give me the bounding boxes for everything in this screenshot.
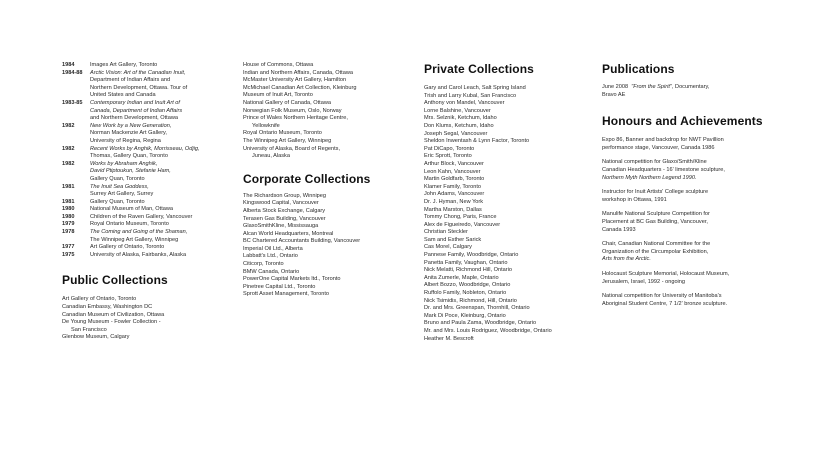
- exhibition-year: 1975: [62, 251, 75, 258]
- exhibition-row: [62, 184, 232, 199]
- honour-line: Manulife National Sculpture Competition for: [602, 211, 710, 218]
- publication-type: Documentary,: [675, 84, 710, 90]
- exhibition-line: New Work by a New Generation,: [90, 122, 172, 129]
- list-item: Pat DiCapo, Toronto: [424, 145, 475, 152]
- exhibition-line: Gallery Quan, Toronto: [90, 198, 145, 205]
- exhibition-line: Contemporary Indian and Inuit Art of: [90, 99, 180, 106]
- exhibition-line: Surrey Art Gallery, Surrey: [90, 191, 154, 198]
- exhibition-row: [62, 100, 232, 123]
- honour-line: National competition for Glaxo/Smith/Kline: [602, 159, 707, 166]
- public-collections-heading: Public Collections: [62, 273, 168, 288]
- list-item: The Winnipeg Art Gallery, Winnipeg: [243, 137, 332, 144]
- list-item: Cas Morel, Calgary: [424, 244, 472, 251]
- honour-item: [602, 211, 777, 234]
- exhibition-line: Thomas, Gallery Quan, Toronto: [90, 153, 168, 160]
- list-item: Sam and Esther Sarick: [424, 236, 482, 243]
- exhibition-description: [90, 214, 232, 222]
- exhibition-description: [90, 184, 232, 199]
- public-collections-list: [62, 296, 232, 342]
- list-item: Sheldon Inwentash & Lynn Factor, Toronto: [424, 138, 530, 145]
- honour-line: Instructor for Inuit Artists' College sculpture: [602, 189, 709, 196]
- exhibition-line: University of Regina, Regina: [90, 137, 161, 144]
- honour-line: Expo 86, Banner and backdrop for NWT Pavillion: [602, 137, 724, 144]
- list-item: Mark Di Poce, Kleinburg, Ontario: [424, 312, 506, 319]
- honour-line: Jerusalem, Israel, 1992 - ongoing: [602, 278, 686, 285]
- corporate-collections-list: [243, 193, 413, 299]
- exhibition-year: 1977: [62, 244, 75, 251]
- exhibition-line: David Ptiptoukun, Stefanie Ham,: [90, 168, 171, 175]
- exhibition-year: 1978: [62, 229, 75, 236]
- list-item: Martha Marston, Dallas: [424, 206, 482, 213]
- exhibition-line: Children of the Raven Gallery, Vancouver: [90, 213, 193, 220]
- exhibition-description: [90, 244, 232, 252]
- private-collections-heading: Private Collections: [424, 62, 534, 76]
- honour-line: Holocaust Sculpture Memorial, Holocaust Museum,: [602, 270, 730, 277]
- exhibition-description: [90, 146, 232, 161]
- list-item: Eric Sprott, Toronto: [424, 153, 472, 160]
- exhibition-line: Norman Mackenzie Art Gallery,: [90, 130, 167, 137]
- column-4: [602, 62, 777, 315]
- column-2: [243, 62, 413, 299]
- exhibition-line: Gallery Quan, Toronto: [90, 175, 145, 182]
- column-3: [424, 62, 599, 343]
- corporate-collections-heading: Corporate Collections: [243, 171, 371, 186]
- exhibition-year: 1979: [62, 221, 75, 228]
- exhibition-line: Canada, Department of Indian Affairs: [90, 107, 183, 114]
- exhibition-description: [90, 221, 232, 229]
- honour-item: [602, 159, 777, 182]
- exhibition-description: [90, 206, 232, 214]
- exhibition-description: [90, 161, 232, 184]
- list-item: BC Chartered Accountants Building, Vancouver: [243, 238, 361, 245]
- honours-list: [602, 137, 777, 308]
- list-item: Anita Zumerle, Maple, Ontario: [424, 274, 499, 281]
- exhibition-row: [62, 214, 232, 222]
- list-item: Labbatt's Ltd., Ontario: [243, 253, 298, 260]
- list-item: Sprott Asset Management, Toronto: [243, 291, 330, 298]
- exhibition-line: and Northern Development, Ottawa: [90, 115, 178, 122]
- exhibition-row: [62, 146, 232, 161]
- publications-heading: Publications: [602, 62, 675, 76]
- list-item: Art Gallery of Ontario, Toronto: [62, 296, 137, 303]
- exhibition-year: 1981: [62, 198, 75, 205]
- list-item: The Richardson Group, Winnipeg: [243, 192, 327, 199]
- list-item: Alberta Stock Exchange, Calgary: [243, 207, 326, 214]
- exhibition-line: The Inuit Sea Goddess,: [90, 183, 149, 190]
- list-item: PowerOne Capital Markets ltd., Toronto: [243, 276, 341, 283]
- list-item: Anthony von Mandel, Vancouver: [424, 100, 505, 107]
- list-item: Dr. and Mrs. Greenspan, Thornhill, Ontario: [424, 305, 530, 312]
- publication-network: Bravo AE: [602, 91, 626, 98]
- exhibition-line: United States and Canada: [90, 92, 156, 99]
- exhibition-year: 1984-88: [62, 69, 83, 76]
- exhibition-row: [62, 244, 232, 252]
- honour-item: [602, 189, 777, 204]
- list-item: Mr. and Mrs. Louis Rodriguez, Woodbridge, Ontario: [424, 328, 552, 334]
- honour-line: Chair, Canadian National Committee for the: [602, 241, 711, 248]
- exhibition-year: 1984: [62, 62, 75, 68]
- exhibition-year: 1982: [62, 160, 75, 167]
- honour-item: [602, 293, 777, 308]
- list-item: Heather M. Bescroft: [424, 335, 474, 342]
- list-item: McMaster University Art Gallery, Hamilton: [243, 77, 347, 84]
- honour-line: workshop in Ottawa, 1991: [602, 196, 667, 203]
- list-item: Ruffolo Family, Nobleton, Ontario: [424, 290, 507, 297]
- exhibition-year: 1980: [62, 213, 75, 220]
- list-item: Alex de Figueiredo, Vancouver: [424, 221, 501, 228]
- list-item: Pannese Family, Woodbridge, Ontario: [424, 252, 519, 259]
- list-item: Mrs. Selznik, Ketchum, Idaho: [424, 115, 497, 122]
- honour-line: Organization of the Circumpolar Exhibition,: [602, 248, 709, 255]
- honour-item: [602, 241, 777, 264]
- list-item: San Francisco: [71, 326, 107, 333]
- private-collections-list: [424, 85, 599, 343]
- exhibition-line: Images Art Gallery, Toronto: [90, 62, 158, 68]
- honour-item: [602, 271, 777, 286]
- exhibition-line: Recent Works by Anghik, Morrisseau, Odjig,: [90, 145, 200, 152]
- exhibition-year: 1982: [62, 145, 75, 152]
- list-item: Kingswood Capital, Vancouver: [243, 200, 319, 207]
- list-item: Indian and Northern Affairs, Canada, Ottawa: [243, 69, 353, 76]
- list-item: Terasen Gas Building, Vancouver: [243, 215, 326, 222]
- exhibition-line: The Coming and Going of the Shaman,: [90, 229, 188, 236]
- list-item: Leon Kahn, Vancouver: [424, 168, 481, 175]
- exhibition-year: 1982: [62, 122, 75, 129]
- exhibition-line: National Museum of Man, Ottawa: [90, 206, 174, 213]
- honour-line: Canadian Headquarters - 16' limestone sculpture,: [602, 166, 725, 173]
- exhibition-line: Royal Ontario Museum, Toronto: [90, 221, 169, 228]
- list-item: Albert Bozzo, Woodbridge, Ontario: [424, 282, 511, 289]
- publication-date: June 2008: [602, 84, 629, 90]
- exhibition-row: [62, 62, 232, 70]
- list-item: Citicorp, Toronto: [243, 261, 284, 268]
- list-item: Panetta Family, Vaughan, Ontario: [424, 259, 508, 266]
- list-item: De Young Museum - Fowler Collection -: [62, 319, 161, 326]
- exhibition-line: The Winnipeg Art Gallery, Winnipeg: [90, 236, 179, 243]
- exhibition-line: University of Alaska, Fairbanks, Alaska: [90, 251, 187, 258]
- honour-line: Arts from the Arctic.: [602, 256, 651, 263]
- list-item: House of Commons, Ottawa: [243, 62, 314, 68]
- honour-line: Aboriginal Student Centre, 7 1/2' bronze sculpture.: [602, 300, 728, 307]
- list-item: Klamer Family, Toronto: [424, 183, 481, 190]
- honour-line: Placement at BC Gas Building, Vancouver,: [602, 218, 708, 225]
- list-item: GlaxoSmithKline, Mississauga: [243, 223, 319, 230]
- list-item: Royal Ontario Museum, Toronto: [243, 130, 322, 137]
- exhibition-row: [62, 199, 232, 207]
- exhibition-description: [90, 100, 232, 123]
- list-item: Pinetree Capital Ltd., Toronto: [243, 283, 316, 290]
- list-item: John Adams, Vancouver: [424, 191, 485, 198]
- public-collections-continued-list: [243, 62, 413, 161]
- exhibition-line: Department of Indian Affairs and: [90, 77, 171, 84]
- publication-title: "From the Spirit",: [631, 84, 674, 90]
- exhibition-line: Works by Abraham Anghik,: [90, 160, 158, 167]
- list-item: Tommy Chong, Paris, France: [424, 214, 497, 221]
- list-item: Glenbow Museum, Calgary: [62, 334, 130, 341]
- publication-entry: [602, 84, 777, 92]
- list-item: Trish and Larry Kubal, San Francisco: [424, 92, 517, 99]
- exhibition-description: [90, 229, 232, 244]
- list-item: Gary and Carol Leach, Salt Spring Island: [424, 85, 526, 91]
- list-item: Canadian Museum of Civilization, Ottawa: [62, 311, 165, 318]
- exhibition-description: [90, 123, 232, 146]
- exhibition-row: [62, 206, 232, 214]
- list-item: Dr. J. Hyman, New York: [424, 198, 484, 205]
- honour-line: Canada 1993: [602, 226, 636, 233]
- list-item: Imperial Oil Ltd., Alberta: [243, 245, 303, 252]
- exhibition-line: Arctic Vision: Art of the Canadian Inuit,: [90, 69, 186, 76]
- honours-heading: Honours and Achievements: [602, 114, 763, 129]
- honour-line: Northern Myth Northern Legend 1990.: [602, 174, 697, 181]
- exhibition-line: Northern Development, Ottawa. Tour of: [90, 84, 188, 91]
- exhibition-list: [62, 62, 232, 259]
- exhibition-year: 1981: [62, 183, 75, 190]
- exhibition-description: [90, 252, 232, 260]
- list-item: Juneau, Alaska: [252, 153, 290, 160]
- list-item: Joseph Segal, Vancouver: [424, 130, 488, 137]
- list-item: Museum of Inuit Art, Toronto: [243, 92, 313, 99]
- list-item: Martin Goldfarb, Toronto: [424, 176, 485, 183]
- list-item: Alcan World Headquarters, Montreal: [243, 230, 334, 237]
- list-item: McMichael Canadian Art Collection, Kleinburg: [243, 84, 357, 91]
- exhibition-row: [62, 229, 232, 244]
- exhibition-row: [62, 70, 232, 100]
- list-item: Prince of Wales Northern Heritage Centre,: [243, 115, 348, 122]
- exhibition-year: 1980: [62, 206, 75, 213]
- list-item: Nick Melatti, Richmond Hill, Ontario: [424, 267, 512, 274]
- list-item: Arthur Block, Vancouver: [424, 160, 484, 167]
- exhibition-row: [62, 161, 232, 184]
- exhibition-row: [62, 123, 232, 146]
- exhibition-description: [90, 199, 232, 207]
- list-item: Don Klums, Ketchum, Idaho: [424, 122, 494, 129]
- honour-item: [602, 137, 777, 152]
- list-item: Norwegian Folk Museum, Oslo, Norway: [243, 107, 342, 114]
- list-item: University of Alaska, Board of Regents,: [243, 145, 341, 152]
- exhibition-description: [90, 70, 232, 100]
- list-item: Christian Steckler: [424, 229, 468, 236]
- list-item: Bruno and Paula Zama, Woodbridge, Ontario: [424, 320, 537, 327]
- exhibition-line: Art Gallery of Ontario, Toronto: [90, 244, 165, 251]
- list-item: Nick Tsimidis, Richmond, Hill, Ontario: [424, 297, 517, 304]
- list-item: Yellowknife: [252, 122, 280, 129]
- list-item: Canadian Embassy, Washington DC: [62, 304, 153, 311]
- list-item: BMW Canada, Ontario: [243, 268, 300, 275]
- exhibition-description: [90, 62, 232, 70]
- exhibition-year: 1983-85: [62, 99, 83, 106]
- list-item: National Gallery of Canada, Ottawa: [243, 99, 331, 106]
- list-item: Lorne Balshine, Vancouver: [424, 107, 491, 114]
- honour-line: National competition for University of Manitoba's: [602, 293, 722, 300]
- exhibition-row: [62, 252, 232, 260]
- exhibition-row: [62, 221, 232, 229]
- column-1: [62, 62, 232, 342]
- honour-line: performance stage, Vancouver, Canada 1986: [602, 144, 715, 151]
